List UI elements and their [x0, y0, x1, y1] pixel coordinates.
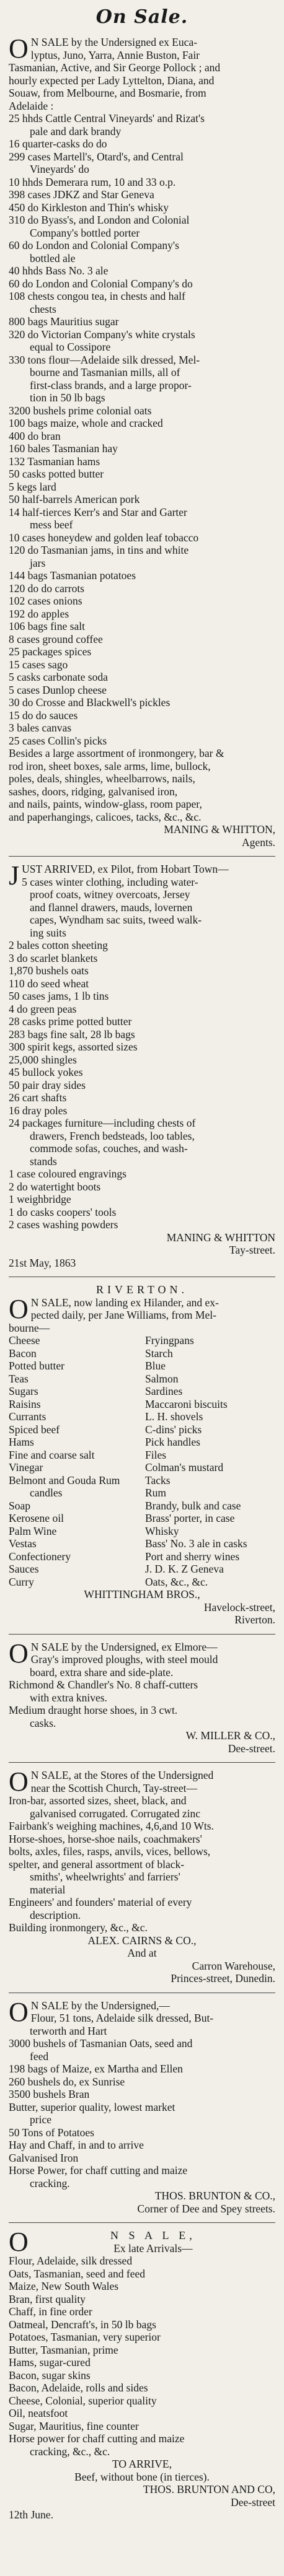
ad4-signature: W. MILLER & CO.,	[185, 1729, 275, 1742]
ad2-line: 283 bags fine salt, 28 lb bags	[9, 1028, 135, 1041]
ad1-line: 330 tons flour—Adelaide silk dressed, Mel-	[9, 353, 200, 366]
ad1-line: 25 cases Collin's picks	[9, 734, 107, 747]
ad7-line: Oatmeal, Dencraft's, in 50 lb bags	[9, 2318, 156, 2331]
list-item: Maccaroni biscuits	[145, 1397, 228, 1410]
ad1-line: Souaw, from Melbourne, and Bosmarie, from	[9, 87, 206, 99]
ad1-line: 3 bales canvas	[9, 722, 72, 734]
ad2-line: 1 weighbridge	[9, 1193, 71, 1205]
advert-riverton	[9, 1282, 275, 1630]
ad1-line: 5 kegs lard	[9, 480, 56, 493]
ad1-line: 5 cases Dunlop cheese	[9, 683, 107, 696]
ad7-line: Maize, New South Wales	[9, 2280, 119, 2292]
ad1-line: tion in 50 lb bags	[30, 391, 105, 404]
ad6-line: Galvanised Iron	[9, 2151, 79, 2164]
ad2-signature: MANING & WHITTON	[166, 1231, 275, 1244]
ad3-intro: pected daily, per Jane Williams, from Mel-	[30, 1309, 216, 1321]
newspaper-page	[9, 0, 275, 2525]
ad1-line: 106 bags fine salt	[9, 620, 85, 632]
ad7-line: Bacon, Adelaide, rolls and sides	[9, 2382, 148, 2394]
ad5-address1: Carron Warehouse,	[192, 1959, 275, 1972]
ad6-line: Flour, 51 tons, Adelaide silk dressed, But-	[30, 2012, 214, 2024]
advert-w-miller	[9, 1639, 275, 1759]
list-item: candles	[30, 1487, 63, 1499]
ad1-line: Tasmanian, Active, and Sir George Pollock ; and	[9, 61, 221, 74]
ad5-line: near the Scottish Church, Tay-street—	[30, 1781, 197, 1794]
ad1-line: 40 hhds Bass No. 3 ale	[9, 264, 109, 277]
ad1-line: 310 do Byass's, and London and Colonial	[9, 214, 190, 226]
ad6-line: Butter, superior quality, lowest market	[9, 2100, 175, 2113]
ad6-line: 260 bushels do, ex Sunrise	[9, 2075, 125, 2088]
ad2-line: ing suits	[30, 926, 66, 939]
list-item: Vinegar	[9, 1461, 43, 1474]
divider	[9, 856, 275, 857]
ad1-line: 120 do Tasmanian jams, in tins and white	[9, 544, 189, 556]
ad6-line: N SALE by the Undersigned,—	[30, 1999, 170, 2012]
ad1-line: 10 hhds Demerara rum, 10 and 33 o.p.	[9, 175, 176, 188]
ad4-line: Richmond & Chandler's No. 8 chaff-cutters	[9, 1679, 198, 1691]
list-item: Pick handles	[145, 1436, 200, 1448]
ad1-line: 16 quarter-casks do do	[9, 138, 107, 150]
ad3-columns	[9, 1334, 275, 1588]
ad1-line: bourne and Tasmanian mills, all of	[30, 366, 180, 378]
ad1-line: Vineyards' do	[30, 163, 89, 175]
ad2-line: capes, Wyndham sac suits, tweed walk-	[30, 914, 202, 926]
ad6-line: price	[30, 2113, 51, 2126]
list-item: C-dins' picks	[145, 1423, 202, 1436]
ad1-line: 15 do do sauces	[9, 709, 78, 722]
ad5-line: N SALE, at the Stores of the Undersigned	[30, 1769, 214, 1781]
list-item: Colman's mustard	[145, 1461, 224, 1474]
ad5-line: bolts, axles, files, rasps, anvils, vices, bellows,	[9, 1845, 211, 1858]
list-item: Vestas	[9, 1537, 37, 1550]
ad1-line: 400 do bran	[9, 429, 61, 442]
list-item: Salmon	[145, 1372, 179, 1385]
list-item: Port and sherry wines	[145, 1550, 240, 1563]
ad7-line: Oil, neatsfoot	[9, 2407, 68, 2419]
dropcap-O: O	[9, 1293, 29, 1324]
ad1-line: 3200 bushels prime colonial oats	[9, 404, 152, 417]
ad1-line: rod iron, sheet boxes, sale arms, lime, bullock,	[9, 759, 211, 772]
ad7-to-arrive: TO ARRIVE,	[112, 2458, 172, 2470]
ad1-line: 192 do apples	[9, 607, 69, 620]
dropcap-J: J	[9, 860, 20, 891]
list-item: Oats, &c., &c.	[145, 1575, 208, 1588]
ad4-line: with extra knives.	[30, 1691, 107, 1704]
ad1-line: 30 do Crosse and Blackwell's pickles	[9, 696, 171, 709]
list-item: Fryingpans	[145, 1334, 194, 1347]
ad7-signature: THOS. BRUNTON AND CO,	[143, 2483, 275, 2495]
ad2-line: 5 cases winter clothing, including water-	[22, 875, 198, 888]
ad1-line: mess beef	[30, 518, 73, 531]
list-item: J. D. K. Z Geneva	[145, 1563, 224, 1575]
ad6-line: terworth and Hart	[30, 2024, 107, 2037]
ad4-place: Dee-street.	[228, 1742, 275, 1755]
advert-brunton-2	[9, 2228, 275, 2525]
ad6-line: cracking.	[30, 2177, 70, 2190]
ad3-left-column	[9, 1334, 139, 1588]
list-item: Belmont and Gouda Rum	[9, 1474, 120, 1487]
list-item: Brass' porter, in case	[145, 1512, 235, 1524]
dropcap-O: O	[9, 1766, 29, 1797]
list-item: Bass' No. 3 ale in casks	[145, 1537, 247, 1550]
list-item: Cheese	[9, 1334, 40, 1347]
ad5-line: description.	[30, 1908, 81, 1921]
advert-just-arrived	[9, 862, 275, 1273]
list-item: Soap	[9, 1499, 30, 1512]
ad6-line: 3000 bushels of Tasmanian Oats, seed and	[9, 2037, 193, 2050]
ad7-line: cracking, &c., &c.	[30, 2445, 110, 2458]
ad4-line: casks.	[30, 1716, 56, 1729]
ad7-line: Flour, Adelaide, silk dressed	[9, 2255, 133, 2267]
ad5-line: spelter, and general assortment of black-	[9, 1858, 185, 1871]
ad2-line: 45 bullock yokes	[9, 1066, 83, 1078]
ad7-subheading: Ex late Arrivals—	[113, 2242, 193, 2255]
list-item: Sugars	[9, 1385, 38, 1397]
ad1-line: first-class brands, and a large propor-	[30, 378, 192, 391]
ad4-line: Gray's improved ploughs, with steel mould	[30, 1653, 218, 1666]
ad3-intro: N SALE, now landing ex Hilander, and ex-	[30, 1296, 219, 1309]
list-item: Kerosene oil	[9, 1512, 64, 1524]
ad1-line: jars	[30, 556, 46, 569]
dropcap-O: O	[9, 1638, 29, 1669]
ad7-line: Sugar, Mauritius, fine counter	[9, 2419, 139, 2432]
ad3-heading: RIVERTON.	[95, 1283, 189, 1296]
list-item: Brandy, bulk and case	[145, 1499, 241, 1512]
ad7-to-arrive-item: Beef, without bone (in tierces).	[74, 2470, 210, 2483]
ad1-line: 25 hhds Cattle Central Vineyards' and Rizat's	[9, 112, 205, 124]
ad2-line: 50 pair dray sides	[9, 1078, 86, 1091]
list-item: Whisky	[145, 1524, 179, 1537]
divider	[9, 2222, 275, 2223]
ad2-line: 50 cases jams, 1 lb tins	[9, 990, 109, 1002]
ad7-line: Bacon, sugar skins	[9, 2369, 91, 2382]
ad1-line: lyptus, Juno, Yarra, Annie Buston, Fair	[30, 48, 200, 61]
ad7-line: Potatoes, Tasmanian, very superior	[9, 2331, 161, 2343]
advert-brunton-1	[9, 1998, 275, 2219]
ad7-heading: N S A L E,	[110, 2229, 196, 2242]
ad2-line: 1 do casks coopers' tools	[9, 1205, 117, 1218]
ad5-address2: Princes-street, Dunedin.	[171, 1972, 275, 1984]
list-item: Hams	[9, 1436, 34, 1448]
ad2-line: stands	[30, 1155, 57, 1168]
ad5-line: material	[30, 1883, 66, 1896]
advert-alex-cairns	[9, 1768, 275, 1989]
ad1-line: 299 cases Martell's, Otard's, and Central	[9, 150, 184, 163]
ad5-signature: ALEX. CAIRNS & CO.,	[87, 1934, 197, 1947]
ad1-line: hourly expected per Lady Lyttelton, Diana, and	[9, 74, 215, 87]
ad1-line: Besides a large assortment of ironmongery, bar &	[9, 747, 224, 759]
ad2-line: 26 cart shafts	[9, 1091, 67, 1104]
list-item: Files	[145, 1448, 167, 1461]
ad1-line: and paperhangings, calicoes, tacks, &c., &c.	[9, 810, 202, 823]
ad1-line: pale and dark brandy	[30, 124, 122, 138]
ad5-line: Fairbank's weighing machines, 4,6,and 10 Wts.	[9, 1820, 214, 1832]
list-item: Blue	[145, 1360, 166, 1372]
ad5-line: smiths', wheelwrights' and farriers'	[30, 1871, 180, 1883]
ad2-line: 24 packages furniture—including chests of	[9, 1117, 196, 1129]
ad1-line: 450 do Kirkleston and Thin's whisky	[9, 201, 169, 214]
list-item: Teas	[9, 1372, 29, 1385]
ad1-line: 132 Tasmanian hams	[9, 455, 100, 468]
list-item: Confectionery	[9, 1550, 71, 1563]
ad1-line: 320 do Victorian Company's white crystals	[9, 328, 195, 341]
ad2-line: 2 cases washing powders	[9, 1218, 118, 1231]
ad1-line: chests	[30, 302, 56, 315]
ad2-line: commode sofas, couches, and wash-	[30, 1142, 188, 1155]
ad2-line: 28 casks prime potted butter	[9, 1015, 132, 1028]
ad1-agents: Agents.	[242, 836, 275, 849]
ad7-line: Cheese, Colonial, superior quality	[9, 2394, 157, 2407]
ad6-line: 50 Tons of Potatoes	[9, 2126, 94, 2139]
ad7-line: Oats, Tasmanian, seed and feed	[9, 2267, 146, 2280]
ad1-line: 15 cases sago	[9, 658, 68, 671]
list-item: L. H. shovels	[145, 1410, 203, 1423]
list-item: Sardines	[145, 1385, 183, 1397]
ad2-date: 21st May, 1863	[9, 1256, 76, 1269]
ad2-line: 1,870 bushels oats	[9, 964, 89, 977]
ad1-line: 108 chests congou tea, in chests and half	[9, 290, 185, 302]
list-item: Palm Wine	[9, 1524, 57, 1537]
list-item: Bacon	[9, 1347, 37, 1360]
ad1-line: poles, deals, shingles, wheelbarrows, nails,	[9, 772, 195, 785]
ad7-date: 12th June.	[9, 2508, 53, 2521]
ad2-place: Tay-street.	[229, 1244, 275, 1256]
ad1-line: 60 do London and Colonial Company's do	[9, 277, 193, 290]
ad2-line: 25,000 shingles	[9, 1053, 77, 1066]
ad6-line: 3500 bushels Bran	[9, 2088, 90, 2100]
ad7-line: Bran, first quality	[9, 2292, 86, 2305]
ad1-line: 398 cases JDKZ and Star Geneva	[9, 188, 154, 201]
list-item: Potted butter	[9, 1360, 64, 1372]
ad1-line: 50 half-barrels American pork	[9, 493, 140, 505]
ad1-line: 102 cases onions	[9, 595, 82, 607]
ad6-line: 198 bags of Maize, ex Martha and Ellen	[9, 2063, 183, 2075]
ad1-signature: MANING & WHITTON,	[164, 823, 275, 836]
ad1-line: 120 do do carrots	[9, 582, 84, 595]
ad1-line: 14 half-tierces Kerr's and Star and Garter	[9, 505, 187, 518]
ad2-line: drawers, French bedsteads, loo tables,	[30, 1129, 195, 1142]
ad1-line: N SALE by the Undersigned ex Euca-	[30, 36, 198, 48]
ad1-line: 60 do London and Colonial Company's	[9, 239, 179, 251]
ad3-right-column	[145, 1334, 275, 1588]
ad5-and-at: And at	[127, 1947, 157, 1959]
ad1-line: equal to Cossipore	[30, 341, 111, 353]
ad2-line: 2 bales cotton sheeting	[9, 939, 108, 951]
list-item: Starch	[145, 1347, 173, 1360]
ad2-line: 4 do green peas	[9, 1002, 77, 1015]
ad5-line: Horse-shoes, horse-shoe nails, coachmakers'	[9, 1832, 202, 1845]
ad2-line: 3 do scarlet blankets	[9, 951, 98, 964]
list-item: Spiced beef	[9, 1423, 60, 1436]
list-item: Raisins	[9, 1397, 41, 1410]
ad1-line: 50 casks potted butter	[9, 468, 104, 480]
ad2-line: 300 spirit kegs, assorted sizes	[9, 1041, 138, 1053]
ad7-line: Chaff, in fine order	[9, 2305, 92, 2318]
list-item: Fine and coarse salt	[9, 1448, 95, 1461]
ad3-intro: bourne—	[9, 1321, 50, 1334]
ad1-line: sashes, doors, ridging, galvanised iron,	[9, 785, 178, 798]
ad2-line: 1 case coloured engravings	[9, 1168, 126, 1180]
masthead-title: On Sale.	[95, 6, 189, 28]
dropcap-O: O	[9, 1996, 29, 2027]
ad5-line: Building ironmongery, &c., &c.	[9, 1921, 148, 1934]
ad1-line: 10 cases honeydew and golden leaf tobacco	[9, 531, 199, 544]
ad3-signature: WHITTINGHAM BROS.,	[84, 1588, 200, 1600]
ad6-signature: THOS. BRUNTON & CO.,	[154, 2190, 275, 2202]
ad2-line: proof coats, witney overcoats, Jersey	[30, 888, 190, 901]
ad1-line: 144 bags Tasmanian potatoes	[9, 569, 136, 582]
ad7-line: Hams, sugar-cured	[9, 2356, 91, 2369]
divider	[9, 1634, 275, 1635]
ad5-line: galvanised corrugated. Corrugated zinc	[30, 1807, 201, 1820]
ad5-line: Iron-bar, assorted sizes, sheet, black, and	[9, 1794, 187, 1807]
advert-maning-whitton-1	[9, 35, 275, 852]
ad6-place: Corner of Dee and Spey streets.	[137, 2202, 275, 2215]
ad4-line: N SALE by the Undersigned, ex Elmore—	[30, 1640, 218, 1653]
ad1-line: 800 bags Mauritius sugar	[9, 315, 119, 328]
ad1-line: 160 bales Tasmanian hay	[9, 442, 118, 455]
ad1-line: bottled ale	[30, 251, 76, 264]
ad1-line: Company's bottled porter	[30, 226, 140, 239]
ad7-line: Butter, Tasmanian, prime	[9, 2343, 118, 2356]
ad7-line: Horse power for chaff cutting and maize	[9, 2432, 185, 2445]
dropcap-O: O	[9, 33, 29, 64]
ad2-line: 110 do seed wheat	[9, 977, 89, 990]
ad1-line: 100 bags maize, whole and cracked	[9, 417, 163, 429]
list-item: Tacks	[145, 1474, 171, 1487]
ad1-line: 5 casks carbonate soda	[9, 671, 108, 683]
ad3-address1: Havelock-street,	[203, 1600, 275, 1613]
ad1-line: 8 cases ground coffee	[9, 632, 103, 645]
ad6-line: feed	[30, 2050, 49, 2063]
dropcap-O: O	[9, 2227, 29, 2257]
ad2-line: 2 do watertight boots	[9, 1180, 101, 1193]
ad1-line: Adelaide :	[9, 99, 54, 112]
ad2-line: 16 dray poles	[9, 1104, 68, 1117]
ad6-line: Horse Power, for chaff cutting and maize	[9, 2164, 188, 2177]
list-item: Curry	[9, 1575, 34, 1588]
ad5-line: Engineers' and founders' material of every	[9, 1896, 192, 1908]
ad3-address2: Riverton.	[234, 1613, 275, 1626]
list-item: Sauces	[9, 1563, 39, 1575]
ad2-line: UST ARRIVED, ex Pilot, from Hobart Town—	[22, 863, 229, 875]
ad7-place: Dee-street	[231, 2495, 275, 2508]
ad6-line: Hay and Chaff, in and to arrive	[9, 2139, 144, 2151]
ad4-line: Medium draught horse shoes, in 3 cwt.	[9, 1704, 178, 1716]
ad4-line: board, extra share and side-plate.	[30, 1666, 174, 1679]
list-item: Currants	[9, 1410, 47, 1423]
divider	[9, 1762, 275, 1763]
ad1-line: 25 packages spices	[9, 645, 92, 658]
ad2-line: and flannel drawers, mauds, lovernen	[30, 901, 193, 914]
ad1-line: and nails, paints, window-glass, room paper,	[9, 798, 202, 810]
list-item: Rum	[145, 1487, 167, 1499]
